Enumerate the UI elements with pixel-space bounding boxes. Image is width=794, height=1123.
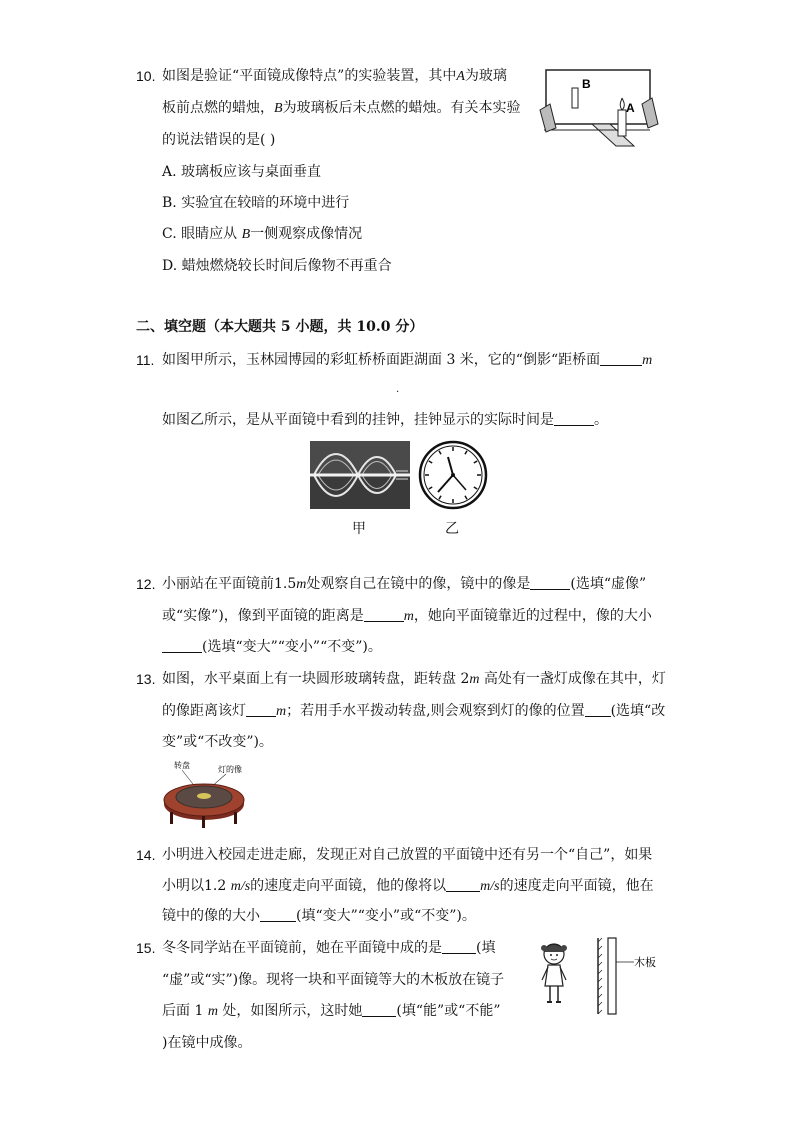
q12-blank-2[interactable] — [364, 607, 404, 622]
q12-line1: 小丽站在平面镜前1.5m处观察自己在镜中的像，镜中的像是 (选填“虚像” — [162, 576, 647, 592]
q14-blank-1[interactable] — [446, 877, 480, 892]
mirror-figure — [538, 934, 666, 1018]
left-support — [540, 104, 556, 132]
label-a: A — [626, 101, 635, 115]
q10-option-a: A. 玻璃板应该与桌面垂直 — [162, 164, 322, 180]
q13-line1: 如图，水平桌面上有一块圆形玻璃转盘，距转盘 2m 高处有一盏灯成像在其中，灯 — [162, 671, 666, 687]
flame-icon — [620, 98, 624, 110]
q10-option-c: C. 眼睛应从 B一侧观察成像情况 — [162, 226, 363, 242]
candle-b — [572, 88, 578, 108]
q15-line4: )在镜中成像。 — [162, 1035, 252, 1051]
caption-yi: 乙 — [445, 520, 459, 536]
clock-figure — [418, 440, 488, 510]
q15-line1: 冬冬同学站在平面镜前，她在平面镜中成的是 (填 — [162, 940, 496, 956]
q10-option-d: D. 蜡烛燃烧较长时间后像物不再重合 — [162, 258, 392, 274]
q13-line3: 变”或“不改变”)。 — [162, 734, 273, 750]
q11-blank-1[interactable] — [600, 351, 642, 366]
label-b: B — [582, 77, 591, 91]
q10-line3: 的说法错误的是( ) — [162, 132, 276, 148]
q13-blank-2[interactable] — [585, 702, 611, 717]
q14-blank-2[interactable] — [260, 907, 296, 922]
bridge-photo — [310, 441, 410, 509]
mirror — [598, 938, 602, 1014]
q13-number: 13. — [136, 671, 156, 687]
table-strip — [592, 124, 634, 146]
caption-jia: 甲 — [352, 520, 366, 536]
q13-line2: 的像距离该灯 m；若用手水平拨动转盘,则会观察到灯的像的位置 (选填“改 — [162, 703, 666, 719]
q14-line3: 镜中的像的大小 (填“变大”“变小”或“不变”)。 — [162, 908, 476, 924]
q15-blank-2[interactable] — [362, 1002, 396, 1017]
label-lamp-image: 灯的像 — [218, 765, 242, 774]
q12-blank-3[interactable] — [162, 638, 202, 653]
q10-line1: 如图是验证“平面镜成像特点”的实验装置，其中A为玻璃 — [162, 68, 507, 84]
turntable-figure — [160, 758, 248, 830]
q10-option-b: B. 实验宜在较暗的环境中进行 — [162, 195, 350, 211]
q15-line2: “虚”或“实”)像。现将一块和平面镜等大的木板放在镜子 — [162, 972, 505, 988]
label-wood-board: 木板 — [634, 956, 656, 969]
q13-blank-1[interactable] — [246, 702, 276, 717]
wood-board — [608, 938, 616, 1014]
q15-number: 15. — [136, 940, 156, 956]
q11-line2: 如图乙所示，是从平面镜中看到的挂钟，挂钟显示的实际时间是 。 — [162, 412, 608, 428]
q12-blank-1[interactable] — [530, 575, 570, 590]
q11-blank-2[interactable] — [554, 411, 594, 426]
q11-dot: . — [396, 384, 400, 395]
q11-line1: 如图甲所示，玉林园博园的彩虹桥桥面距湖面 3 米，它的“倒影“距桥面 m — [162, 352, 653, 368]
label-turntable: 转盘 — [174, 761, 190, 770]
q10-line2: 板前点燃的蜡烛，B为玻璃板后未点燃的蜡烛。有关本实验 — [162, 100, 521, 116]
q11-number: 11. — [136, 352, 155, 368]
section-header: 二、填空题（本大题共 5 小题，共 10.0 分） — [136, 319, 424, 335]
glass-plate — [546, 70, 650, 124]
q10-figure — [536, 64, 662, 150]
candle-a — [618, 110, 626, 136]
q14-line2: 小明以1.2 m/s的速度走向平面镜，他的像将以 m/s的速度走向平面镜，他在 — [162, 878, 654, 894]
q12-line2: 或“实像”)，像到平面镜的距离是 m，她向平面镜靠近的过程中，像的大小 — [162, 608, 652, 624]
q15-line3: 后面 1 m 处，如图所示，这时她 (填“能”或“不能” — [162, 1003, 501, 1019]
q12-line3: (选填“变大”“变小”“不变”)。 — [162, 637, 382, 657]
q12-number: 12. — [136, 576, 156, 592]
q10-number: 10. — [136, 68, 156, 84]
q14-line1: 小明进入校园走进走廊，发现正对自己放置的平面镜中还有另一个“自己”，如果 — [162, 847, 653, 863]
girl-icon — [541, 944, 567, 1002]
q14-number: 14. — [136, 847, 156, 863]
q15-blank-1[interactable] — [442, 939, 476, 954]
